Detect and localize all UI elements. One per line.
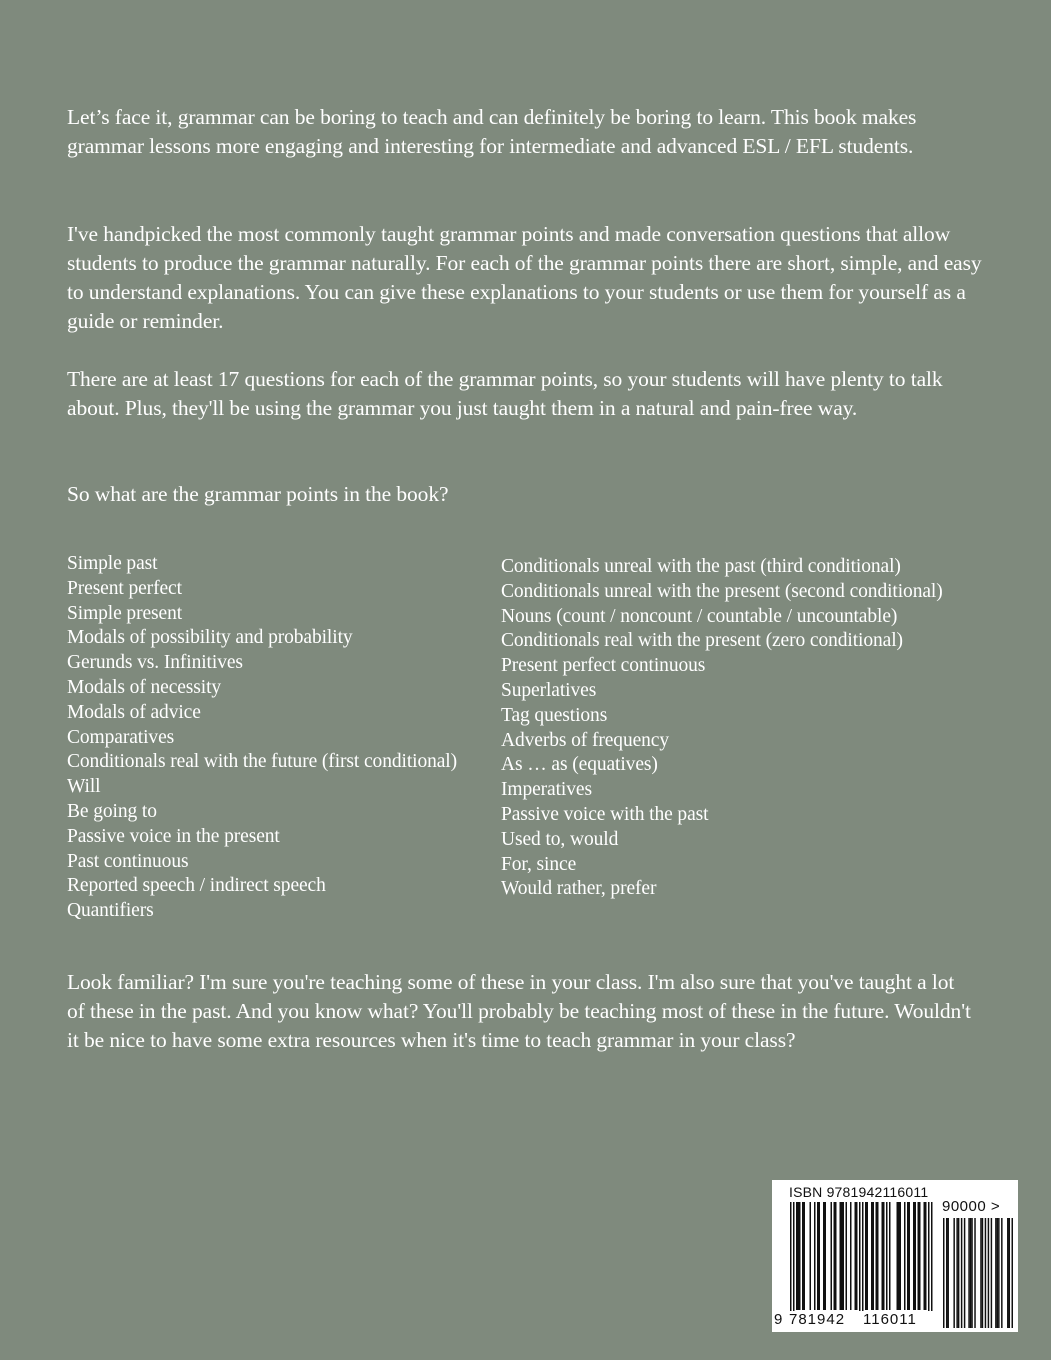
addon-bar	[997, 1218, 998, 1328]
grammar-point-item: Comparatives	[67, 726, 175, 748]
barcode-bar	[796, 1202, 798, 1310]
addon-bar	[1007, 1218, 1008, 1328]
barcode-bar	[798, 1202, 800, 1310]
barcode-bar	[919, 1202, 921, 1310]
addon-bar	[1012, 1218, 1013, 1328]
barcode-bar	[831, 1202, 833, 1310]
barcode-bar	[882, 1202, 884, 1310]
grammar-points-list-right	[501, 555, 1001, 902]
barcode-bar	[907, 1202, 909, 1310]
addon-bar	[991, 1218, 992, 1328]
grammar-point-item: Conditionals real with the future (first conditional)	[67, 751, 458, 773]
barcode-digit-first: 9	[774, 1311, 783, 1328]
grammar-point-item: Superlatives	[501, 679, 597, 701]
closing-paragraph: Look familiar? I'm sure you're teaching some of these in your class. I'm also sure that you've taught a lot of these in the past. And you know what? You'll probably be teaching most of these in the future. Wouldn't it be nice to have some extra resources when it's time to teach grammar in your class?	[67, 970, 971, 1052]
grammar-point-item: Will	[67, 776, 101, 798]
grammar-point-item: Would rather, prefer	[501, 878, 657, 900]
grammar-point-item: Gerunds vs. Infinitives	[67, 652, 243, 674]
grammar-point-item: Modals of necessity	[67, 676, 222, 698]
barcode-bar	[873, 1202, 875, 1310]
barcode-bar	[790, 1202, 792, 1322]
barcode-digits	[772, 1311, 940, 1328]
addon-bar	[964, 1218, 965, 1328]
grammar-point-item: Nouns (count / noncount / countable / uncountable)	[501, 605, 898, 627]
barcode-bar	[924, 1202, 926, 1310]
addon-bar	[953, 1218, 954, 1328]
grammar-point-item: Passive voice with the past	[501, 803, 709, 825]
barcode-bar	[810, 1202, 812, 1310]
isbn-barcode	[772, 1180, 1018, 1332]
handpicked-paragraph: I've handpicked the most commonly taught grammar points and made conversation questions that allow students to produce the grammar naturally. For each of the grammar points there are short, simple, and easy to understand explanations. You can give these explanations to your students or use them for yourself as a guide or reminder.	[67, 222, 982, 333]
barcode-bar	[925, 1202, 927, 1310]
grammar-point-item: Modals of advice	[67, 701, 201, 723]
grammar-point-item: Present perfect continuous	[501, 655, 706, 677]
grammar-point-item: Reported speech / indirect speech	[67, 875, 326, 897]
grammar-points-question: So what are the grammar points in the book?	[67, 482, 449, 506]
barcode-bar	[843, 1202, 845, 1310]
barcode-bar	[928, 1202, 930, 1322]
barcode-bar	[904, 1202, 906, 1310]
addon-bar	[971, 1218, 972, 1328]
addon-bar	[1009, 1218, 1010, 1328]
barcode-bar	[846, 1202, 848, 1310]
grammar-point-item: Adverbs of frequency	[501, 729, 670, 751]
grammar-point-item: Conditionals unreal with the past (third conditional)	[501, 556, 901, 577]
addon-bar	[974, 1218, 975, 1328]
grammar-point-item: Imperatives	[501, 779, 592, 801]
barcode-bar	[867, 1202, 869, 1310]
barcode-bar	[898, 1202, 900, 1310]
barcode-bar	[835, 1202, 837, 1310]
addon-bar	[998, 1218, 999, 1328]
barcode-bar	[900, 1202, 902, 1310]
barcode-bar	[876, 1202, 878, 1310]
addon-bar	[995, 1218, 996, 1328]
grammar-point-item: Be going to	[67, 800, 157, 822]
grammar-point-item: Tag questions	[501, 704, 608, 726]
barcode-bar	[799, 1202, 801, 1310]
grammar-point-item: Simple present	[67, 602, 183, 624]
barcode-bar	[862, 1202, 864, 1322]
grammar-point-item: Present perfect	[67, 577, 182, 599]
grammar-point-item: As … as (equatives)	[501, 754, 658, 776]
ean13-barcode-bars	[776, 1202, 938, 1328]
barcode-bar	[823, 1202, 825, 1310]
addon-bar	[1001, 1218, 1002, 1328]
barcode-bar	[817, 1202, 819, 1310]
barcode-bar	[883, 1202, 885, 1310]
barcode-bar	[909, 1202, 911, 1310]
grammar-point-item: Conditionals real with the present (zero conditional)	[501, 630, 903, 652]
barcode-bar	[814, 1202, 816, 1310]
barcode-bar	[802, 1202, 804, 1310]
grammar-point-item: Used to, would	[501, 828, 619, 850]
barcode-bar	[877, 1202, 879, 1310]
barcode-digits-right: 116011	[863, 1311, 917, 1328]
barcode-bar	[841, 1202, 843, 1310]
addon-bar	[988, 1218, 989, 1328]
addon-bar	[970, 1218, 971, 1328]
addon-bar	[968, 1218, 969, 1328]
grammar-point-item: Past continuous	[67, 850, 189, 872]
barcode-bar	[825, 1202, 827, 1310]
barcode-bar	[859, 1202, 861, 1322]
addon-bar	[943, 1218, 944, 1328]
barcode-bar	[897, 1202, 899, 1310]
addon-bar	[985, 1218, 986, 1328]
barcode-bar	[850, 1202, 852, 1310]
addon-bar	[980, 1218, 981, 1328]
barcode-bar	[840, 1202, 842, 1310]
addon-bar	[956, 1218, 957, 1328]
barcode-bar	[834, 1202, 836, 1310]
barcode-bar	[886, 1202, 888, 1310]
barcode-bar	[856, 1202, 858, 1310]
price-code: 90000 >	[942, 1198, 1001, 1215]
barcode-bar	[793, 1202, 795, 1322]
addon-bar	[961, 1218, 962, 1328]
barcode-bar	[889, 1202, 891, 1310]
addon-bar	[982, 1218, 983, 1328]
addon-bar	[958, 1218, 959, 1328]
isbn-label: ISBN 9781942116011	[789, 1184, 929, 1200]
addon-bar	[947, 1218, 948, 1328]
barcode-bar	[804, 1202, 806, 1310]
grammar-point-item: Modals of possibility and probability	[67, 627, 353, 649]
addon-bar	[946, 1218, 947, 1328]
intro-paragraph: Let’s face it, grammar can be boring to teach and can definitely be boring to learn. This book makes grammar lessons more engaging and interesting for intermediate and advanced ESL / EFL students.	[67, 105, 917, 158]
barcode-bar	[915, 1202, 917, 1310]
barcode-bar	[819, 1202, 821, 1310]
barcode-bar	[913, 1202, 915, 1310]
grammar-point-item: Passive voice in the present	[67, 825, 280, 847]
grammar-point-item: For, since	[501, 853, 577, 875]
grammar-points-list-left	[67, 552, 497, 924]
addon-barcode-bars	[943, 1218, 1013, 1328]
barcode-digits-left: 781942	[789, 1311, 846, 1328]
barcode-bar	[865, 1202, 867, 1310]
grammar-point-item: Simple past	[67, 553, 158, 574]
barcode-bar	[931, 1202, 933, 1322]
questions-paragraph: There are at least 17 questions for each of the grammar points, so your students will have plenty to talk about. Plus, they'll be using the grammar you just taught them in a natural and pain-free way.	[67, 367, 943, 420]
barcode-bar	[918, 1202, 920, 1310]
grammar-point-item: Quantifiers	[67, 900, 154, 922]
barcode-bar	[871, 1202, 873, 1310]
grammar-point-item: Conditionals unreal with the present (second conditional)	[501, 580, 943, 602]
barcode-bar	[855, 1202, 857, 1310]
